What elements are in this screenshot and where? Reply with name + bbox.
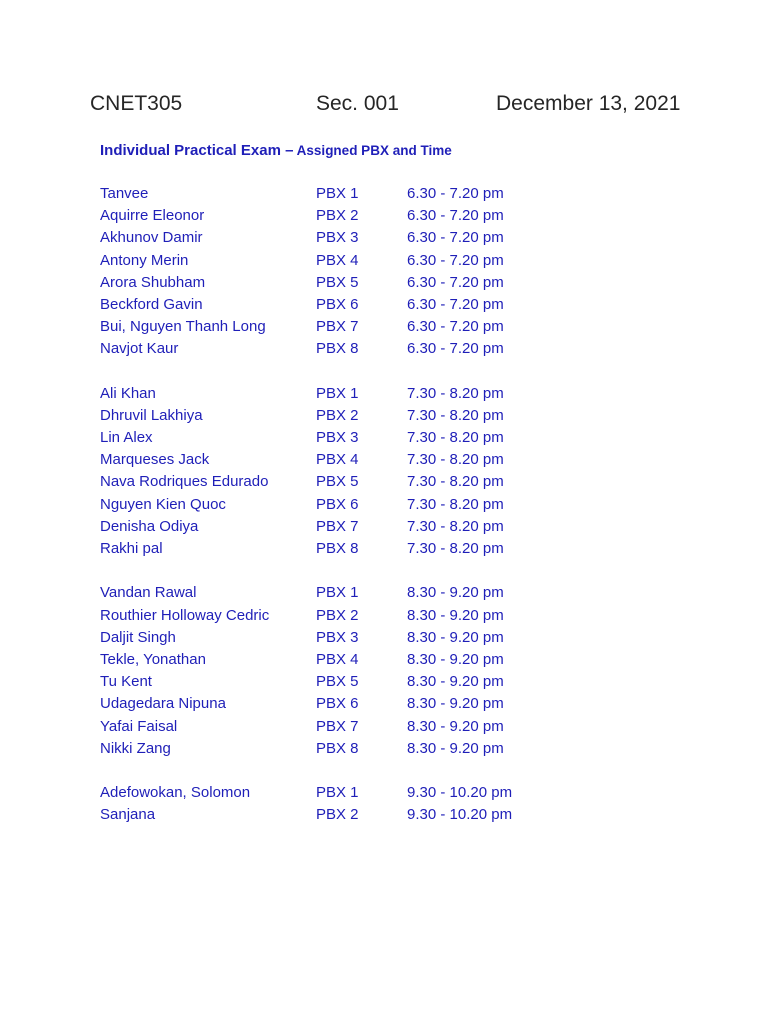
time-slot-group — [100, 383, 600, 561]
student-name: Rakhi pal — [100, 540, 163, 557]
exam-time: 9.30 - 10.20 pm — [407, 806, 513, 824]
pbx-assignment: PBX 3 — [316, 429, 359, 447]
student-name: Aquirre Eleonor — [100, 207, 205, 225]
exam-date: December 13, 2021 — [496, 92, 681, 115]
schedule-row — [100, 782, 600, 804]
schedule-row — [100, 494, 600, 516]
title-main: Individual Practical Exam – — [100, 142, 294, 159]
pbx-assignment: PBX 5 — [316, 673, 359, 691]
schedule-row — [100, 671, 600, 693]
student-name: Vandan Rawal — [100, 584, 197, 602]
schedule-row — [100, 516, 600, 538]
schedule-row — [100, 605, 600, 627]
schedule-row — [100, 693, 600, 715]
document-title — [100, 142, 452, 160]
exam-time: 8.30 - 9.20 pm — [407, 606, 504, 624]
schedule-row — [100, 316, 600, 338]
schedule-row — [100, 250, 600, 272]
pbx-assignment: PBX 2 — [316, 606, 359, 624]
schedule-row — [100, 338, 600, 360]
exam-time: 7.30 - 8.20 pm — [407, 473, 504, 491]
pbx-assignment: PBX 8 — [316, 540, 359, 557]
schedule-row — [100, 427, 600, 449]
student-name: Tu Kent — [100, 673, 152, 691]
schedule-row — [100, 449, 600, 471]
pbx-assignment: PBX 4 — [316, 251, 359, 269]
pbx-assignment: PBX 2 — [316, 806, 359, 824]
schedule-row — [100, 205, 600, 227]
schedule-row — [100, 538, 600, 560]
pbx-assignment: PBX 7 — [316, 517, 359, 535]
exam-time: 6.30 - 7.20 pm — [407, 340, 504, 358]
pbx-assignment: PBX 1 — [316, 384, 359, 402]
time-slot-group — [100, 782, 600, 826]
schedule-row — [100, 227, 600, 249]
schedule-row — [100, 582, 600, 604]
pbx-assignment: PBX 1 — [316, 784, 359, 802]
exam-time: 6.30 - 7.20 pm — [407, 251, 504, 269]
pbx-assignment: PBX 8 — [316, 739, 359, 757]
student-name: Tanvee — [100, 185, 149, 202]
title-subtitle: Assigned PBX and Time — [293, 143, 452, 158]
time-slot-group — [100, 582, 600, 760]
exam-time: 7.30 - 8.20 pm — [407, 384, 504, 402]
exam-time: 7.30 - 8.20 pm — [407, 517, 504, 535]
student-name: Denisha Odiya — [100, 517, 199, 535]
schedule-row — [100, 738, 600, 760]
student-name: Bui, Nguyen Thanh Long — [100, 318, 266, 336]
student-name: Antony Merin — [100, 251, 189, 269]
exam-time: 7.30 - 8.20 pm — [407, 451, 504, 469]
exam-time: 7.30 - 8.20 pm — [407, 495, 504, 513]
exam-time: 7.30 - 8.20 pm — [407, 540, 504, 557]
schedule-row — [100, 294, 600, 316]
pbx-assignment: PBX 7 — [316, 717, 359, 735]
pbx-assignment: PBX 3 — [316, 229, 359, 247]
exam-time: 6.30 - 7.20 pm — [407, 318, 504, 336]
schedule-row — [100, 471, 600, 493]
schedule-row — [100, 716, 600, 738]
pbx-assignment: PBX 7 — [316, 318, 359, 336]
student-name: Yafai Faisal — [100, 717, 178, 735]
pbx-assignment: PBX 6 — [316, 295, 359, 313]
student-name: Arora Shubham — [100, 273, 206, 291]
student-name: Navjot Kaur — [100, 340, 179, 358]
student-name: Nava Rodriques Edurado — [100, 473, 269, 491]
exam-time: 6.30 - 7.20 pm — [407, 229, 504, 247]
student-name: Adefowokan, Solomon — [100, 784, 251, 802]
student-name: Sanjana — [100, 806, 156, 824]
exam-time: 8.30 - 9.20 pm — [407, 739, 504, 757]
time-slot-group — [100, 183, 600, 361]
pbx-assignment: PBX 5 — [316, 273, 359, 291]
exam-time: 8.30 - 9.20 pm — [407, 673, 504, 691]
exam-time: 8.30 - 9.20 pm — [407, 628, 504, 646]
pbx-assignment: PBX 6 — [316, 695, 359, 713]
schedule-row — [100, 405, 600, 427]
student-name: Beckford Gavin — [100, 295, 203, 313]
schedule-row — [100, 649, 600, 671]
pbx-assignment: PBX 1 — [316, 584, 359, 602]
exam-time: 7.30 - 8.20 pm — [407, 429, 504, 447]
section-number: Sec. 001 — [316, 92, 399, 115]
pbx-assignment: PBX 2 — [316, 406, 359, 424]
schedule-table — [100, 183, 600, 849]
pbx-assignment: PBX 6 — [316, 495, 359, 513]
student-name: Nikki Zang — [100, 739, 171, 757]
pbx-assignment: PBX 1 — [316, 185, 359, 202]
student-name: Ali Khan — [100, 384, 156, 402]
pbx-assignment: PBX 2 — [316, 207, 359, 225]
student-name: Routhier Holloway Cedric — [100, 606, 270, 624]
exam-time: 8.30 - 9.20 pm — [407, 717, 504, 735]
exam-time: 8.30 - 9.20 pm — [407, 695, 504, 713]
student-name: Udagedara Nipuna — [100, 695, 226, 713]
student-name: Dhruvil Lakhiya — [100, 406, 203, 424]
exam-time: 7.30 - 8.20 pm — [407, 406, 504, 424]
student-name: Daljit Singh — [100, 628, 176, 646]
student-name: Nguyen Kien Quoc — [100, 495, 226, 513]
document-header — [90, 92, 690, 126]
exam-time: 6.30 - 7.20 pm — [407, 295, 504, 313]
exam-time: 8.30 - 9.20 pm — [407, 584, 504, 602]
pbx-assignment: PBX 8 — [316, 340, 359, 358]
course-code: CNET305 — [90, 92, 183, 115]
exam-time: 6.30 - 7.20 pm — [407, 207, 504, 225]
student-name: Marqueses Jack — [100, 451, 210, 469]
exam-time: 6.30 - 7.20 pm — [407, 185, 504, 202]
exam-time: 9.30 - 10.20 pm — [407, 784, 513, 802]
exam-time: 8.30 - 9.20 pm — [407, 650, 504, 668]
schedule-row — [100, 627, 600, 649]
student-name: Akhunov Damir — [100, 229, 203, 247]
pbx-assignment: PBX 3 — [316, 628, 359, 646]
pbx-assignment: PBX 4 — [316, 451, 359, 469]
schedule-row — [100, 272, 600, 294]
exam-time: 6.30 - 7.20 pm — [407, 273, 504, 291]
pbx-assignment: PBX 5 — [316, 473, 359, 491]
schedule-row — [100, 183, 600, 205]
schedule-row — [100, 383, 600, 405]
student-name: Lin Alex — [100, 429, 153, 447]
schedule-row — [100, 804, 600, 826]
student-name: Tekle, Yonathan — [100, 650, 206, 668]
pbx-assignment: PBX 4 — [316, 650, 359, 668]
